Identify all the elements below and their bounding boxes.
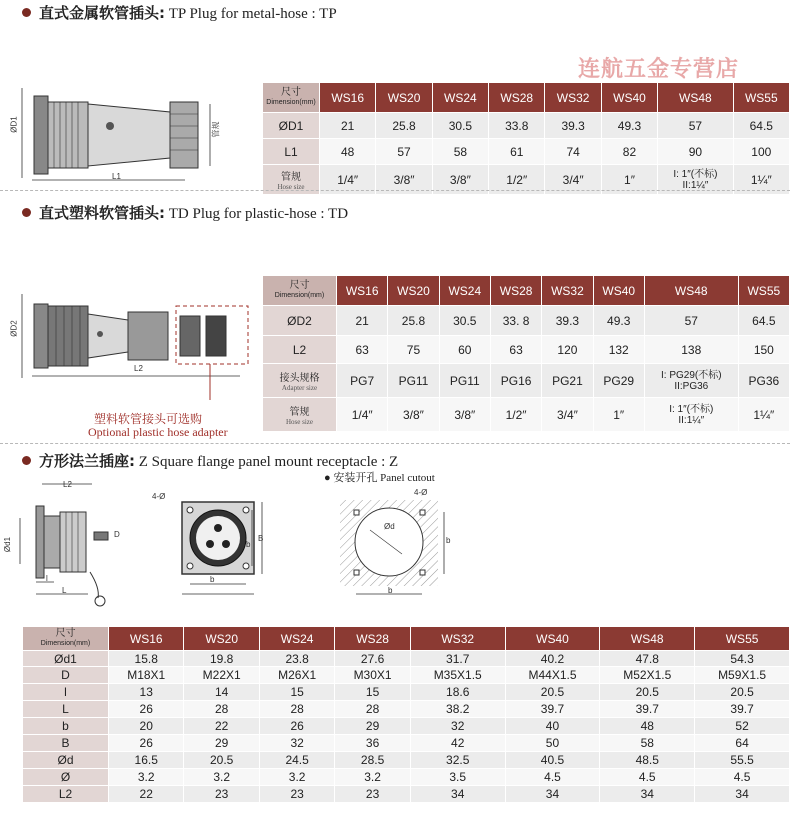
table-row — [23, 718, 790, 735]
table-cell: 63 — [490, 336, 541, 364]
row-label: ØD1 — [263, 113, 320, 139]
col-header: WS55 — [695, 627, 790, 651]
table-cell: 23.8 — [259, 651, 334, 667]
table-cell: 19.8 — [184, 651, 259, 667]
col-header: WS32 — [410, 627, 505, 651]
table-cell: PG11 — [439, 364, 490, 398]
table-cell: 34 — [410, 786, 505, 803]
row-label: D — [23, 667, 109, 684]
table-cell: 52 — [695, 718, 790, 735]
z-hole-label: 4-Ø — [152, 492, 166, 501]
table-cell: I: 1″(不标) II:1¼″ — [658, 165, 733, 195]
table-row — [263, 139, 790, 165]
table-cell: 4.5 — [600, 769, 695, 786]
col-header: WS55 — [733, 83, 789, 113]
col-header: WS16 — [337, 276, 388, 306]
table-cell: 48.5 — [600, 752, 695, 769]
td-l2-label: L2 — [134, 364, 143, 373]
table-cell: 4.5 — [695, 769, 790, 786]
table-row — [23, 684, 790, 701]
table-cell: 150 — [738, 336, 789, 364]
row-label: l — [23, 684, 109, 701]
table-cell: M44X1.5 — [505, 667, 600, 684]
table-cell: 30.5 — [439, 306, 490, 336]
tp-l1-label: L1 — [112, 172, 121, 181]
col-header: WS28 — [490, 276, 541, 306]
table-cell: I: PG29(不标) II:PG36 — [644, 364, 738, 398]
td-dimension-table — [262, 275, 790, 432]
table-row — [23, 667, 790, 684]
tp-d1-label: ØD1 — [9, 116, 19, 133]
table-cell: PG16 — [490, 364, 541, 398]
table-cell: 16.5 — [109, 752, 184, 769]
table-cell: 21 — [337, 306, 388, 336]
table-cell: 29 — [184, 735, 259, 752]
table-cell: 39.3 — [542, 306, 593, 336]
row-label: 管规 Hose size — [263, 165, 320, 195]
table-cell: 55.5 — [695, 752, 790, 769]
table-cell: 20.5 — [600, 684, 695, 701]
row-label: ØD2 — [263, 306, 337, 336]
row-label: L2 — [23, 786, 109, 803]
table-cell: 28 — [184, 701, 259, 718]
table-cell: M30X1 — [335, 667, 410, 684]
row-label: Ød1 — [23, 651, 109, 667]
table-cell: 32 — [259, 735, 334, 752]
table-cell: 1″ — [601, 165, 657, 195]
table-cell: 22 — [109, 786, 184, 803]
table-cell: 60 — [439, 336, 490, 364]
col-header: WS28 — [489, 83, 545, 113]
table-cell: PG36 — [738, 364, 789, 398]
table-cell: 82 — [601, 139, 657, 165]
table-cell: 138 — [644, 336, 738, 364]
table-cell: 1″ — [593, 398, 644, 432]
col-header: WS16 — [320, 83, 376, 113]
table-cell: 27.6 — [335, 651, 410, 667]
table-cell: 28 — [259, 701, 334, 718]
table-cell: I: 1″(不标) II:1¼″ — [644, 398, 738, 432]
bullet-icon: ● — [324, 472, 331, 484]
table-cell: 74 — [545, 139, 601, 165]
table-cell: 1/4″ — [320, 165, 376, 195]
table-cell: 100 — [733, 139, 789, 165]
section-title-tp: 直式金属软管插头: TP Plug for metal-hose : TP — [22, 2, 337, 23]
dimension-header: 尺寸 Dimension(mm) — [263, 83, 320, 113]
tp-hose-label: 管规 — [211, 121, 221, 138]
table-cell: 21 — [320, 113, 376, 139]
table-cell: M18X1 — [109, 667, 184, 684]
table-cell: 1/2″ — [489, 165, 545, 195]
z-B-label: B — [258, 534, 264, 543]
adapter-note-cn: 塑料软管接头可选购 — [94, 412, 203, 426]
col-header: WS24 — [432, 83, 488, 113]
z-l2-label: L2 — [63, 480, 72, 489]
table-cell: 15.8 — [109, 651, 184, 667]
table-header-row — [263, 83, 790, 113]
table-cell: 15 — [335, 684, 410, 701]
z-front-view-drawing — [170, 490, 280, 600]
col-header: WS32 — [542, 276, 593, 306]
row-label: L2 — [263, 336, 337, 364]
table-cell: 57 — [376, 139, 432, 165]
table-row — [23, 786, 790, 803]
table-cell: 13 — [109, 684, 184, 701]
table-cell: 3.2 — [259, 769, 334, 786]
section-title-td: 直式塑料软管插头: TD Plug for plastic-hose : TD — [22, 202, 348, 223]
table-cell: 3.2 — [335, 769, 410, 786]
table-cell: 64 — [695, 735, 790, 752]
table-cell: 3.5 — [410, 769, 505, 786]
z-b-bottom-label: b — [210, 575, 215, 584]
table-cell: 47.8 — [600, 651, 695, 667]
table-cell: 20.5 — [695, 684, 790, 701]
bullet-icon — [22, 208, 31, 217]
table-header-row — [263, 276, 790, 306]
z-d1-label: Ød1 — [3, 536, 13, 553]
table-cell: 57 — [658, 113, 733, 139]
table-cell: 39.3 — [545, 113, 601, 139]
col-header: WS40 — [601, 83, 657, 113]
col-header: WS20 — [376, 83, 432, 113]
table-cell: M35X1.5 — [410, 667, 505, 684]
col-header: WS28 — [335, 627, 410, 651]
col-header: WS48 — [600, 627, 695, 651]
cutout-d-label: Ød — [384, 522, 395, 531]
table-row — [263, 364, 790, 398]
col-header: WS40 — [505, 627, 600, 651]
table-cell: 39.7 — [695, 701, 790, 718]
table-cell: M59X1.5 — [695, 667, 790, 684]
table-cell: PG29 — [593, 364, 644, 398]
dimension-header: 尺寸 Dimension(mm) — [263, 276, 337, 306]
table-row — [23, 769, 790, 786]
table-cell: 3.2 — [109, 769, 184, 786]
table-cell: 20.5 — [505, 684, 600, 701]
table-cell: 26 — [109, 701, 184, 718]
z-panel-cutout-drawing — [330, 490, 460, 610]
table-cell: 120 — [542, 336, 593, 364]
row-label: Ø — [23, 769, 109, 786]
table-cell: 34 — [600, 786, 695, 803]
table-cell: PG11 — [388, 364, 439, 398]
table-cell: 1¼″ — [738, 398, 789, 432]
z-l-label: l — [46, 574, 48, 583]
col-header: WS20 — [184, 627, 259, 651]
table-cell: 29 — [335, 718, 410, 735]
table-cell: 38.2 — [410, 701, 505, 718]
table-cell: 20 — [109, 718, 184, 735]
table-cell: 23 — [259, 786, 334, 803]
table-cell: 4.5 — [505, 769, 600, 786]
row-label: L1 — [263, 139, 320, 165]
table-cell: 25.8 — [388, 306, 439, 336]
td-d2-label: ØD2 — [9, 320, 19, 337]
table-cell: 64.5 — [738, 306, 789, 336]
col-header: WS32 — [545, 83, 601, 113]
panel-cutout-title: ● 安装开孔 Panel cutout — [324, 471, 435, 484]
table-cell: 3/8″ — [432, 165, 488, 195]
col-header: WS40 — [593, 276, 644, 306]
table-cell: 132 — [593, 336, 644, 364]
table-cell: 23 — [184, 786, 259, 803]
table-cell: 3/8″ — [439, 398, 490, 432]
cutout-b-label: b — [446, 536, 451, 545]
table-cell: 24.5 — [259, 752, 334, 769]
table-cell: 1¼″ — [733, 165, 789, 195]
row-label: B — [23, 735, 109, 752]
watermark: 连航五金专营店 — [578, 57, 740, 82]
col-header: WS48 — [644, 276, 738, 306]
table-cell: 58 — [600, 735, 695, 752]
table-cell: 3/4″ — [542, 398, 593, 432]
table-cell: 63 — [337, 336, 388, 364]
table-cell: 3.2 — [184, 769, 259, 786]
table-cell: 3/4″ — [545, 165, 601, 195]
section-divider — [0, 190, 790, 191]
cutout-b-bottom-label: b — [388, 586, 393, 595]
table-cell: 49.3 — [593, 306, 644, 336]
z-dimension-table — [22, 626, 790, 803]
table-cell: M22X1 — [184, 667, 259, 684]
col-header: WS24 — [439, 276, 490, 306]
table-cell: 40 — [505, 718, 600, 735]
table-cell: 23 — [335, 786, 410, 803]
adapter-note-en: Optional plastic hose adapter — [88, 425, 228, 439]
table-cell: 90 — [658, 139, 733, 165]
z-side-view-drawing — [10, 478, 130, 608]
table-cell: 33.8 — [489, 113, 545, 139]
z-D-label: D — [114, 530, 120, 539]
table-cell: PG7 — [337, 364, 388, 398]
td-plug-drawing — [10, 290, 260, 390]
table-cell: 61 — [489, 139, 545, 165]
table-cell: 15 — [259, 684, 334, 701]
table-cell: 20.5 — [184, 752, 259, 769]
table-cell: 57 — [644, 306, 738, 336]
table-row — [263, 306, 790, 336]
table-cell: 48 — [600, 718, 695, 735]
table-cell: 50 — [505, 735, 600, 752]
table-cell: 54.3 — [695, 651, 790, 667]
table-cell: 22 — [184, 718, 259, 735]
row-label: L — [23, 701, 109, 718]
table-row — [23, 735, 790, 752]
table-cell: 1/2″ — [490, 398, 541, 432]
z-b-label: b — [246, 540, 251, 549]
table-cell: 42 — [410, 735, 505, 752]
table-cell: 25.8 — [376, 113, 432, 139]
table-row — [23, 651, 790, 667]
dimension-header: 尺寸 Dimension(mm) — [23, 627, 109, 651]
row-label: 管规 Hose size — [263, 398, 337, 432]
table-cell: 3/8″ — [376, 165, 432, 195]
bullet-icon — [22, 456, 31, 465]
row-label: b — [23, 718, 109, 735]
table-cell: 40.2 — [505, 651, 600, 667]
table-row — [263, 336, 790, 364]
table-cell: 49.3 — [601, 113, 657, 139]
table-row — [23, 701, 790, 718]
table-cell: 3/8″ — [388, 398, 439, 432]
table-cell: 32 — [410, 718, 505, 735]
col-header: WS24 — [259, 627, 334, 651]
col-header: WS55 — [738, 276, 789, 306]
col-header: WS48 — [658, 83, 733, 113]
row-label: 接头规格 Adapter size — [263, 364, 337, 398]
table-cell: 26 — [109, 735, 184, 752]
table-cell: 34 — [505, 786, 600, 803]
table-row — [23, 752, 790, 769]
col-header: WS16 — [109, 627, 184, 651]
table-cell: 58 — [432, 139, 488, 165]
table-cell: 40.5 — [505, 752, 600, 769]
table-cell: 28.5 — [335, 752, 410, 769]
table-cell: M26X1 — [259, 667, 334, 684]
table-row — [263, 398, 790, 432]
col-header: WS20 — [388, 276, 439, 306]
table-cell: 28 — [335, 701, 410, 718]
table-cell: 30.5 — [432, 113, 488, 139]
table-cell: 26 — [259, 718, 334, 735]
table-cell: 39.7 — [505, 701, 600, 718]
table-cell: 32.5 — [410, 752, 505, 769]
bullet-icon — [22, 8, 31, 17]
cutout-hole-label: 4-Ø — [414, 488, 428, 497]
table-cell: 34 — [695, 786, 790, 803]
table-cell: 36 — [335, 735, 410, 752]
table-cell: 18.6 — [410, 684, 505, 701]
section-title-z: 方形法兰插座: Z Square flange panel mount receptacle : Z — [22, 450, 398, 471]
table-cell: 48 — [320, 139, 376, 165]
z-L-label: L — [62, 586, 67, 595]
table-cell: 39.7 — [600, 701, 695, 718]
row-label: Ød — [23, 752, 109, 769]
table-cell: PG21 — [542, 364, 593, 398]
table-cell: 75 — [388, 336, 439, 364]
table-cell: 33. 8 — [490, 306, 541, 336]
table-cell: 31.7 — [410, 651, 505, 667]
tp-dimension-table — [262, 82, 790, 195]
table-cell: 1/4″ — [337, 398, 388, 432]
table-header-row — [23, 627, 790, 651]
table-cell: 64.5 — [733, 113, 789, 139]
table-cell: M52X1.5 — [600, 667, 695, 684]
table-cell: 14 — [184, 684, 259, 701]
table-row — [263, 113, 790, 139]
section-divider — [0, 443, 790, 444]
